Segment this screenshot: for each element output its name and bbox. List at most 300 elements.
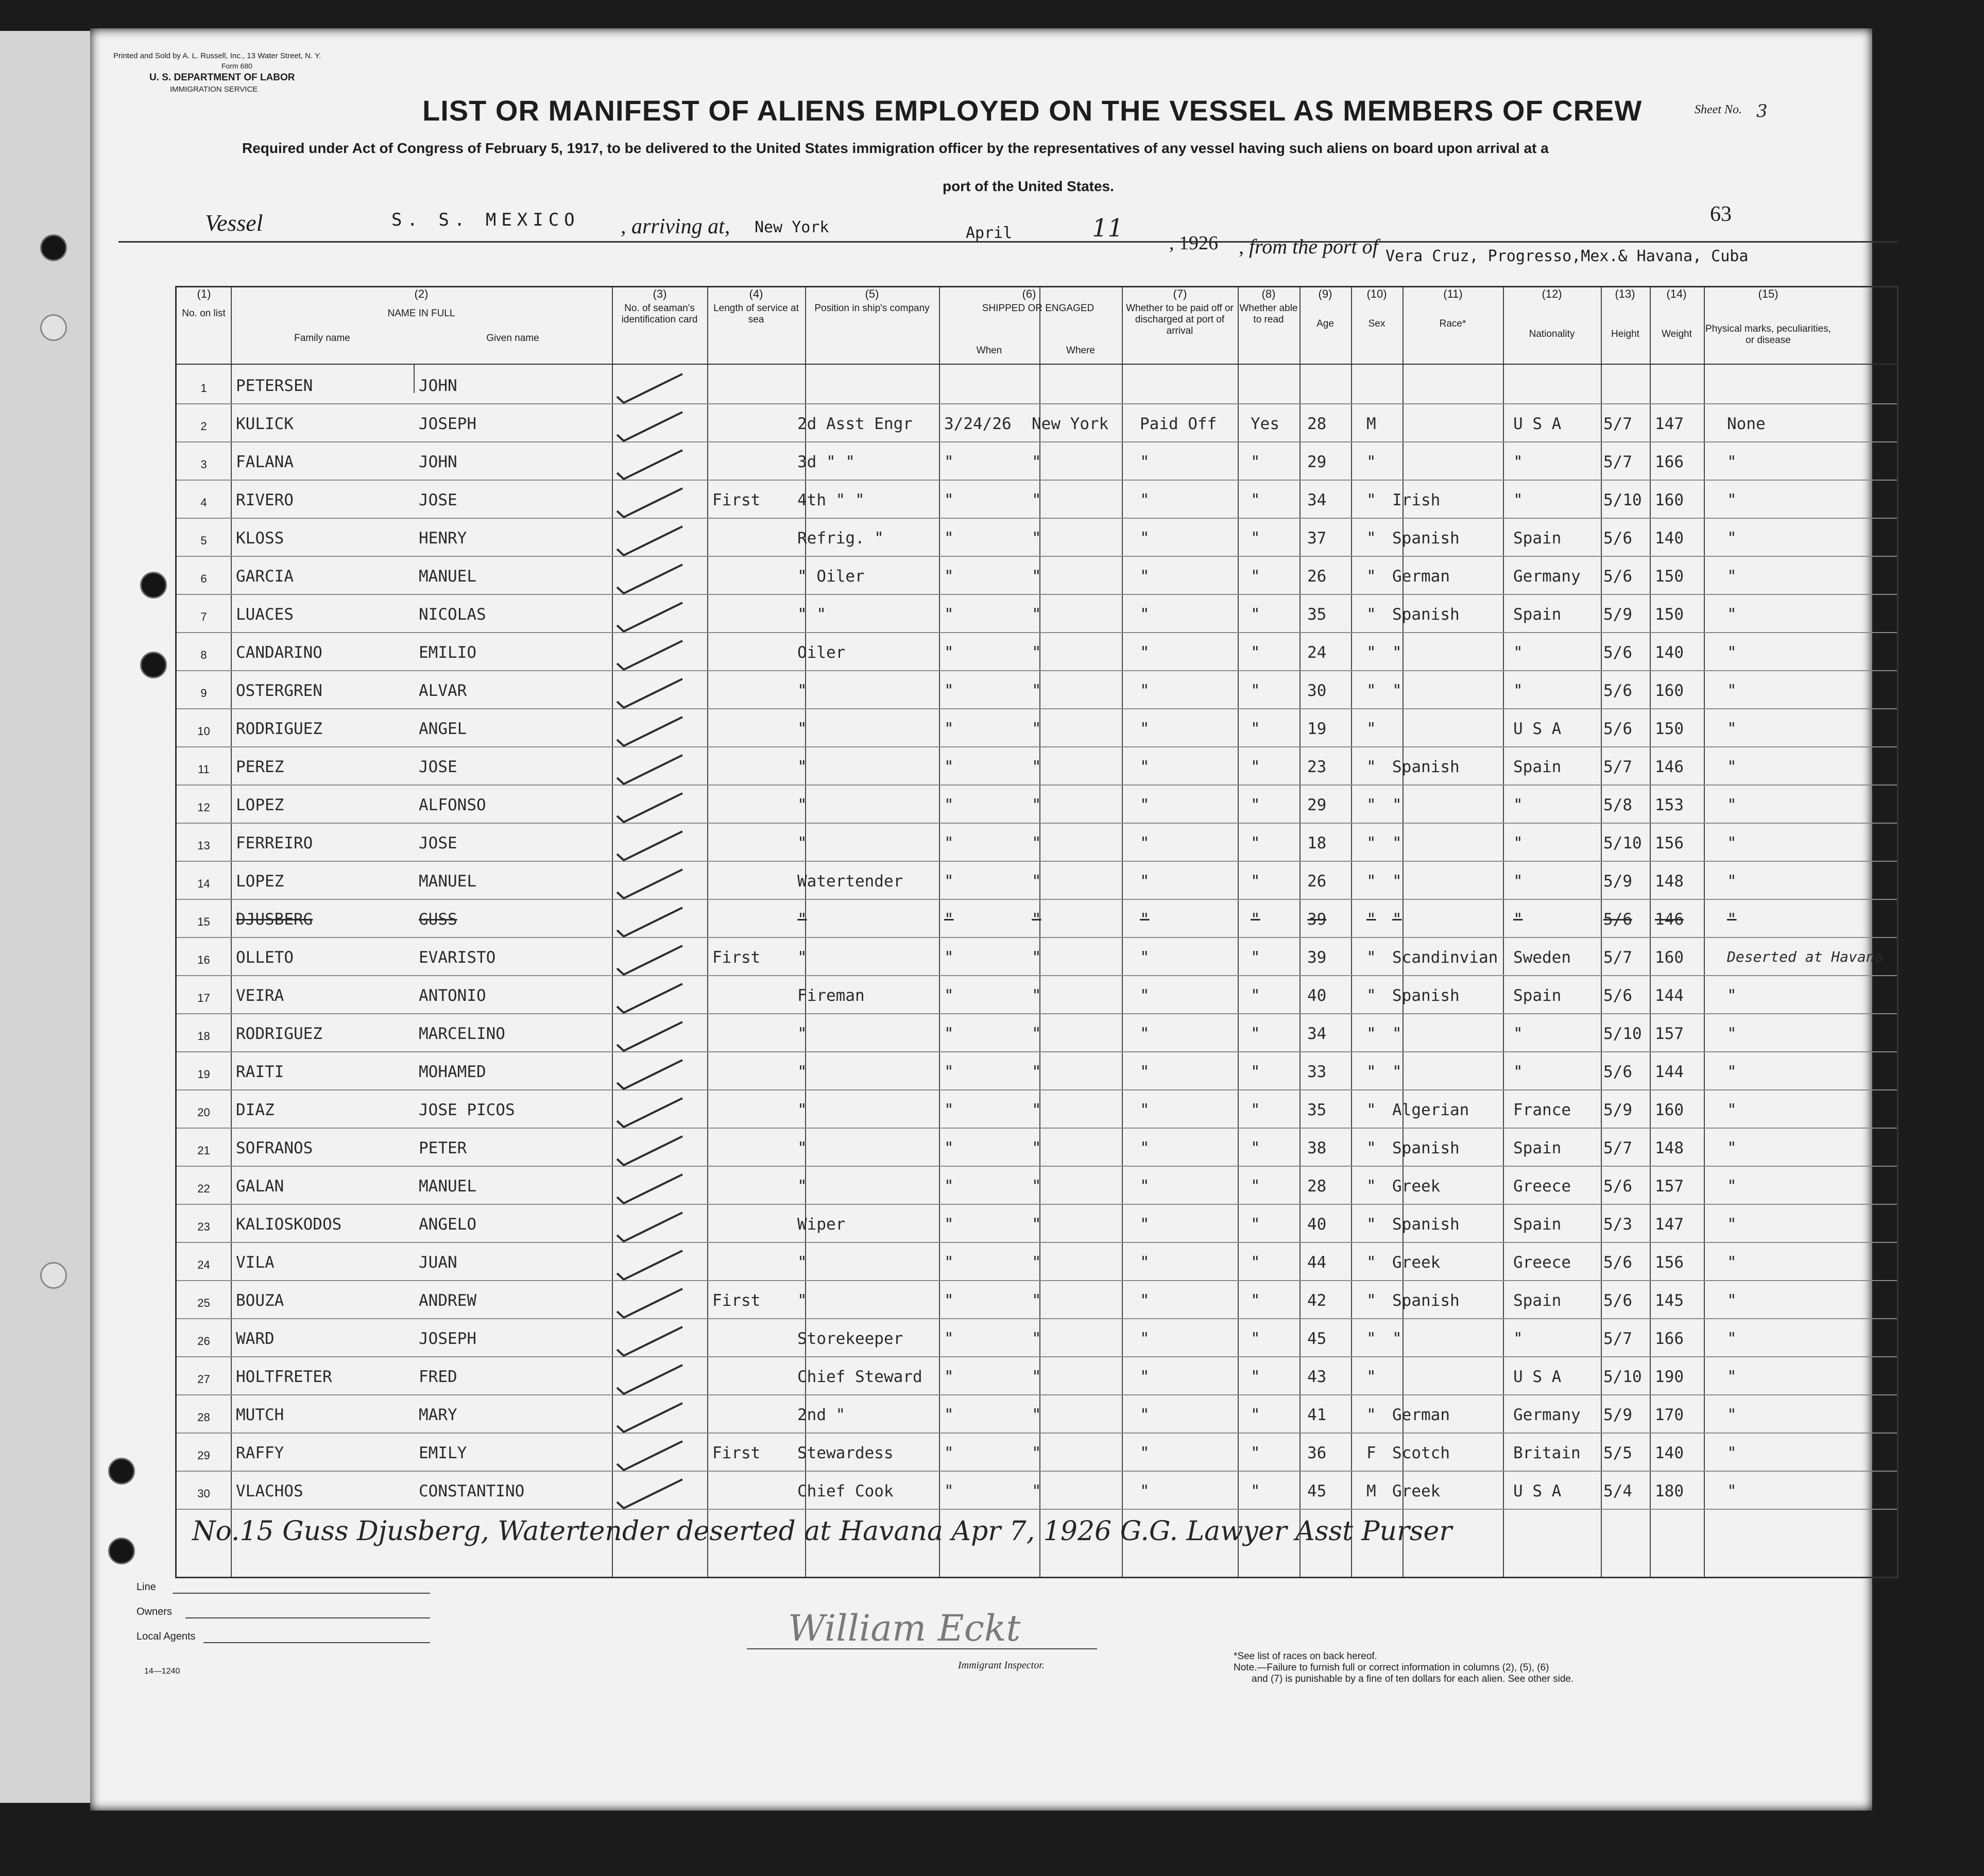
cell-position: " (797, 1101, 807, 1119)
cell-age: 45 (1307, 1482, 1327, 1500)
cell-where: " (1032, 796, 1041, 814)
cell-nationality: Spain (1513, 605, 1562, 624)
cell-height: 5/6 (1603, 1063, 1632, 1081)
table-row (177, 632, 1897, 633)
cell-paid-off: " (1140, 1177, 1150, 1196)
cell-able-to-read: " (1251, 643, 1260, 662)
cell-position: Fireman (797, 986, 865, 1005)
cell-nationality: " (1513, 1025, 1523, 1043)
cell-age: 34 (1307, 491, 1327, 509)
cell-able-to-read: " (1251, 1101, 1260, 1119)
row-number: 27 (197, 1373, 210, 1386)
header-able-to-read: Whether able to read (1239, 303, 1298, 325)
cell-able-to-read: " (1251, 681, 1260, 700)
subcolumn-divider (1039, 367, 1040, 393)
arrival-day: 11 (1092, 214, 1124, 243)
cell-when: " (944, 1444, 954, 1462)
cell-age: 34 (1307, 1025, 1327, 1043)
column-number: (5) (865, 287, 879, 300)
table-row (177, 784, 1897, 786)
cell-family-name: DJUSBERG (236, 910, 313, 929)
cell-length-of-service: First (712, 491, 761, 509)
cell-height: 5/7 (1603, 453, 1632, 471)
cell-paid-off: " (1140, 491, 1150, 509)
cell-family-name: VILA (236, 1253, 275, 1272)
binder-hole (108, 1538, 135, 1564)
cell-height: 5/6 (1603, 910, 1632, 929)
cell-physical-marks: " (1727, 529, 1737, 548)
deserter-annotation: No.15 Guss Djusberg, Watertender deserted at Havana Apr 7, 1926 G.G. Lawyer Asst Purser (192, 1516, 1452, 1547)
cell-physical-marks: " (1727, 681, 1737, 700)
cell-given-name: JOSE (419, 491, 457, 509)
cell-where: " (1032, 1177, 1041, 1196)
header-family-name: Family name (294, 333, 350, 344)
table-row (177, 861, 1897, 862)
cell-when: " (944, 872, 954, 891)
cell-age: 41 (1307, 1406, 1327, 1424)
cell-given-name: JOSE (419, 834, 457, 852)
cell-able-to-read: " (1251, 1215, 1260, 1234)
cell-family-name: KLOSS (236, 529, 284, 548)
cell-physical-marks: " (1727, 1101, 1737, 1119)
row-number: 4 (200, 496, 207, 509)
binding-edge (0, 31, 90, 1803)
cell-weight: 166 (1655, 453, 1684, 471)
cell-able-to-read: " (1251, 1139, 1260, 1157)
cell-family-name: RIVERO (236, 491, 294, 509)
cell-position: " (797, 1139, 807, 1157)
cell-paid-off: " (1140, 910, 1150, 929)
cell-physical-marks: " (1727, 453, 1737, 471)
cell-sex: " (1366, 1368, 1376, 1386)
cell-age: 28 (1307, 415, 1327, 433)
cell-height: 5/6 (1603, 643, 1632, 662)
table-row (177, 1356, 1897, 1357)
cell-nationality: Germany (1513, 567, 1581, 586)
table-row (177, 1280, 1897, 1281)
cell-nationality: U S A (1513, 1368, 1562, 1386)
cell-height: 5/7 (1603, 758, 1632, 776)
cell-sex: " (1366, 567, 1376, 586)
header-physical-marks: Physical marks, peculiarities, or disease (1705, 323, 1831, 346)
cell-able-to-read: " (1251, 910, 1260, 929)
column-divider (612, 287, 613, 1577)
cell-race: " (1392, 643, 1402, 662)
cell-given-name: JOSE (419, 758, 457, 776)
cell-height: 5/9 (1603, 1101, 1632, 1119)
cell-paid-off: " (1140, 1215, 1150, 1234)
cell-paid-off: " (1140, 605, 1150, 624)
id-card-check-mark (614, 1132, 687, 1168)
table-row (177, 746, 1897, 747)
cell-age: 38 (1307, 1139, 1327, 1157)
cell-height: 5/7 (1603, 415, 1632, 433)
subtitle-line2: port of the United States. (943, 178, 1114, 194)
column-number: (2) (414, 287, 429, 300)
table-row (177, 670, 1897, 671)
cell-height: 5/8 (1603, 796, 1632, 814)
id-card-check-mark (614, 675, 687, 711)
cell-nationality: " (1513, 453, 1523, 471)
cell-nationality: France (1513, 1101, 1571, 1119)
cell-sex: " (1366, 1215, 1376, 1234)
cell-paid-off: " (1140, 758, 1150, 776)
cell-nationality: Spain (1513, 529, 1562, 548)
cell-nationality: Spain (1513, 758, 1562, 776)
cell-given-name: ANTONIO (419, 986, 486, 1005)
vessel-name: S. S. MEXICO (391, 210, 580, 230)
row-number: 8 (200, 649, 207, 661)
cell-position: " (797, 758, 807, 776)
id-card-check-mark (614, 789, 687, 825)
cell-paid-off: " (1140, 796, 1150, 814)
cell-race: Scotch (1392, 1444, 1450, 1462)
cell-weight: 180 (1655, 1482, 1684, 1500)
cell-position: " (797, 1253, 807, 1272)
cell-family-name: RAFFY (236, 1444, 284, 1462)
cell-given-name: MANUEL (419, 1177, 476, 1196)
cell-when: " (944, 1291, 954, 1310)
cell-where: " (1032, 720, 1041, 738)
cell-sex: " (1366, 1329, 1376, 1348)
cell-weight: 156 (1655, 1253, 1684, 1272)
column-number: (8) (1261, 287, 1276, 300)
cell-family-name: KULICK (236, 415, 294, 433)
cell-able-to-read: " (1251, 1406, 1260, 1424)
table-row (177, 899, 1897, 900)
cell-paid-off: " (1140, 948, 1150, 967)
header-when: When (976, 345, 1002, 356)
cell-height: 5/10 (1603, 1368, 1642, 1386)
cell-family-name: FERREIRO (236, 834, 313, 852)
footer-agents-label: Local Agents (136, 1631, 196, 1642)
table-row (177, 1089, 1897, 1090)
cell-given-name: PETER (419, 1139, 467, 1157)
cell-race: " (1392, 796, 1402, 814)
cell-age: 19 (1307, 720, 1327, 738)
cell-given-name: GUSS (419, 910, 457, 929)
from-port-label: , from the port of (1239, 235, 1378, 258)
cell-weight: 153 (1655, 796, 1684, 814)
cell-weight: 148 (1655, 1139, 1684, 1157)
cell-weight: 146 (1655, 910, 1684, 929)
cell-paid-off: " (1140, 1482, 1150, 1500)
cell-nationality: Spain (1513, 1139, 1562, 1157)
binder-hole (108, 1458, 135, 1485)
cell-race: Spanish (1392, 986, 1460, 1005)
id-card-check-mark (614, 827, 687, 863)
id-card-check-mark (614, 1056, 687, 1092)
cell-able-to-read: " (1251, 1291, 1260, 1310)
cell-family-name: LOPEZ (236, 796, 284, 814)
cell-when: " (944, 1368, 954, 1386)
cell-paid-off: " (1140, 720, 1150, 738)
cell-height: 5/9 (1603, 1406, 1632, 1424)
cell-weight: 160 (1655, 491, 1684, 509)
cell-sex: " (1366, 1139, 1376, 1157)
id-card-check-mark (614, 865, 687, 901)
cell-where: " (1032, 986, 1041, 1005)
cell-family-name: RODRIGUEZ (236, 720, 322, 738)
id-card-check-mark (614, 522, 687, 558)
cell-where: " (1032, 567, 1041, 586)
cell-age: 24 (1307, 643, 1327, 662)
cell-family-name: PETERSEN (236, 377, 313, 395)
cell-nationality: " (1513, 491, 1523, 509)
cell-physical-marks: " (1727, 986, 1737, 1005)
cell-nationality: Greece (1513, 1253, 1571, 1272)
cell-length-of-service: First (712, 948, 761, 967)
table-row (177, 1051, 1897, 1052)
cell-nationality: " (1513, 796, 1523, 814)
cell-sex: " (1366, 1025, 1376, 1043)
page-number: 63 (1710, 202, 1732, 226)
cell-sex: F (1366, 1444, 1376, 1462)
cell-sex: " (1366, 1253, 1376, 1272)
header-height: Height (1611, 329, 1639, 339)
cell-age: 29 (1307, 453, 1327, 471)
header-position: Position in ship's company (814, 303, 930, 314)
column-number: (3) (653, 287, 667, 300)
header-rule (118, 241, 1898, 243)
row-number: 22 (197, 1182, 210, 1195)
arrival-year: , 1926 (1169, 232, 1218, 254)
row-number: 16 (197, 953, 210, 966)
cell-paid-off: " (1140, 1025, 1150, 1043)
cell-paid-off: " (1140, 1101, 1150, 1119)
row-number: 20 (197, 1106, 210, 1119)
cell-weight: 160 (1655, 1101, 1684, 1119)
cell-height: 5/6 (1603, 1177, 1632, 1196)
cell-family-name: CANDARINO (236, 643, 322, 662)
column-number: (14) (1666, 287, 1687, 300)
cell-race: " (1392, 872, 1402, 891)
table-row (177, 708, 1897, 709)
cell-weight: 170 (1655, 1406, 1684, 1424)
from-port: Vera Cruz, Progresso,Mex.& Havana, Cuba (1386, 247, 1749, 265)
cell-paid-off: " (1140, 681, 1150, 700)
row-number: 21 (197, 1144, 210, 1157)
cell-where: " (1032, 681, 1041, 700)
cell-given-name: ALFONSO (419, 796, 486, 814)
cell-nationality: " (1513, 1329, 1523, 1348)
cell-race: Spanish (1392, 605, 1460, 624)
cell-age: 26 (1307, 872, 1327, 891)
id-card-check-mark (614, 1170, 687, 1206)
cell-race: Spanish (1392, 1291, 1460, 1310)
id-card-check-mark (614, 1399, 687, 1435)
cell-given-name: MARCELINO (419, 1025, 505, 1043)
row-number: 3 (200, 458, 207, 471)
cell-race: Algerian (1392, 1101, 1469, 1119)
cell-when: " (944, 681, 954, 700)
cell-age: 40 (1307, 1215, 1327, 1234)
row-number: 5 (200, 534, 207, 547)
id-card-check-mark (614, 942, 687, 978)
arrival-month: April (966, 224, 1013, 242)
cell-family-name: GARCIA (236, 567, 294, 586)
header-nationality: Nationality (1529, 329, 1575, 339)
column-number: (6) (1022, 287, 1036, 300)
cell-physical-marks: " (1727, 758, 1737, 776)
cell-nationality: " (1513, 681, 1523, 700)
table-row (177, 441, 1897, 442)
cell-physical-marks: " (1727, 910, 1737, 929)
cell-when: " (944, 1406, 954, 1424)
id-card-check-mark (614, 1361, 687, 1397)
cell-where: " (1032, 453, 1041, 471)
column-divider (1122, 287, 1123, 1577)
cell-height: 5/7 (1603, 1329, 1632, 1348)
table-row (177, 1471, 1897, 1472)
table-row (177, 1013, 1897, 1014)
cell-when: " (944, 453, 954, 471)
cell-age: 44 (1307, 1253, 1327, 1272)
penalty-note-1: Note.—Failure to furnish full or correct information in columns (2), (5), (6) (1234, 1662, 1549, 1673)
cell-height: 5/7 (1603, 1139, 1632, 1157)
cell-given-name: ANGEL (419, 720, 467, 738)
cell-sex: " (1366, 910, 1376, 929)
cell-paid-off: Paid Off (1140, 415, 1217, 433)
cell-physical-marks: " (1727, 491, 1737, 509)
column-number: (7) (1173, 287, 1187, 300)
header-weight: Weight (1662, 329, 1692, 339)
cell-weight: 156 (1655, 834, 1684, 852)
cell-physical-marks: " (1727, 1253, 1737, 1272)
cell-able-to-read: " (1251, 1025, 1260, 1043)
cell-height: 5/6 (1603, 529, 1632, 548)
cell-weight: 190 (1655, 1368, 1684, 1386)
cell-nationality: Spain (1513, 1291, 1562, 1310)
column-divider (1650, 287, 1651, 1577)
cell-physical-marks: None (1727, 415, 1766, 433)
header-length-of-service: Length of service at sea (713, 303, 799, 325)
cell-family-name: FALANA (236, 453, 294, 471)
cell-sex: M (1366, 415, 1376, 433)
cell-able-to-read: " (1251, 605, 1260, 624)
row-number: 2 (200, 420, 207, 433)
cell-age: 45 (1307, 1329, 1327, 1348)
id-card-check-mark (614, 370, 687, 406)
cell-sex: " (1366, 948, 1376, 967)
cell-when: " (944, 834, 954, 852)
cell-family-name: WARD (236, 1329, 275, 1348)
cell-given-name: MANUEL (419, 872, 476, 891)
cell-where: " (1032, 1253, 1041, 1272)
cell-sex: " (1366, 1063, 1376, 1081)
footer-line-label: Line (136, 1581, 156, 1593)
cell-paid-off: " (1140, 1444, 1150, 1462)
cell-where: " (1032, 1215, 1041, 1234)
cell-physical-marks: " (1727, 720, 1737, 738)
cell-family-name: GALAN (236, 1177, 284, 1196)
column-divider (1704, 287, 1705, 1577)
column-divider (1601, 287, 1602, 1577)
cell-height: 5/5 (1603, 1444, 1632, 1462)
row-number: 7 (200, 610, 207, 623)
cell-height: 5/3 (1603, 1215, 1632, 1234)
cell-sex: " (1366, 453, 1376, 471)
row-number: 10 (197, 725, 210, 738)
cell-when: " (944, 1215, 954, 1234)
cell-where: " (1032, 872, 1041, 891)
row-number: 18 (197, 1030, 210, 1043)
cell-when: " (944, 529, 954, 548)
cell-age: 33 (1307, 1063, 1327, 1081)
cell-able-to-read: " (1251, 529, 1260, 548)
cell-family-name: MUTCH (236, 1406, 284, 1424)
sheet-label: Sheet No. (1695, 103, 1742, 116)
cell-where: " (1032, 643, 1041, 662)
cell-paid-off: " (1140, 1329, 1150, 1348)
cell-sex: " (1366, 796, 1376, 814)
cell-race: Spanish (1392, 758, 1460, 776)
cell-given-name: EMILY (419, 1444, 467, 1462)
id-card-check-mark (614, 1323, 687, 1359)
column-divider (939, 287, 940, 1577)
cell-family-name: RODRIGUEZ (236, 1025, 322, 1043)
row-number: 9 (200, 687, 207, 700)
cell-when: " (944, 1025, 954, 1043)
cell-weight: 147 (1655, 1215, 1684, 1234)
cell-position: " (797, 1177, 807, 1196)
cell-age: 30 (1307, 681, 1327, 700)
cell-sex: " (1366, 1101, 1376, 1119)
cell-when: " (944, 910, 954, 929)
cell-family-name: RAITI (236, 1063, 284, 1081)
id-card-check-mark (614, 599, 687, 635)
id-card-check-mark (614, 903, 687, 940)
table-row (177, 1432, 1897, 1434)
cell-height: 5/6 (1603, 986, 1632, 1005)
page-title: LIST OR MANIFEST OF ALIENS EMPLOYED ON THE VESSEL AS MEMBERS OF CREW (422, 94, 1643, 127)
footer-owners-label: Owners (136, 1606, 172, 1617)
cell-height: 5/6 (1603, 1253, 1632, 1272)
cell-physical-marks: " (1727, 1215, 1737, 1234)
cell-when: " (944, 1139, 954, 1157)
cell-able-to-read: " (1251, 1482, 1260, 1500)
cell-when: " (944, 796, 954, 814)
cell-sex: " (1366, 491, 1376, 509)
cell-weight: 145 (1655, 1291, 1684, 1310)
cell-paid-off: " (1140, 567, 1150, 586)
cell-physical-marks: " (1727, 796, 1737, 814)
column-number: (11) (1443, 287, 1463, 300)
cell-weight: 140 (1655, 529, 1684, 548)
cell-position: 4th " " (797, 491, 865, 509)
department-name: U. S. DEPARTMENT OF LABOR (149, 72, 295, 83)
row-number: 23 (197, 1220, 210, 1233)
cell-position: " (797, 1025, 807, 1043)
cell-weight: 146 (1655, 758, 1684, 776)
cell-given-name: ANDREW (419, 1291, 476, 1310)
cell-able-to-read: " (1251, 453, 1260, 471)
cell-nationality: U S A (1513, 1482, 1562, 1500)
cell-weight: 150 (1655, 605, 1684, 624)
cell-weight: 150 (1655, 567, 1684, 586)
cell-nationality: Sweden (1513, 948, 1571, 967)
row-number: 19 (197, 1068, 210, 1081)
header-no-on-list: No. on list (182, 308, 226, 319)
footer-code: 14—1240 (144, 1667, 180, 1676)
cell-physical-marks: " (1727, 872, 1737, 891)
cell-age: 43 (1307, 1368, 1327, 1386)
cell-paid-off: " (1140, 1406, 1150, 1424)
cell-physical-marks: " (1727, 605, 1737, 624)
cell-race: Spanish (1392, 529, 1460, 548)
cell-race: Irish (1392, 491, 1441, 509)
row-number: 17 (197, 992, 210, 1004)
